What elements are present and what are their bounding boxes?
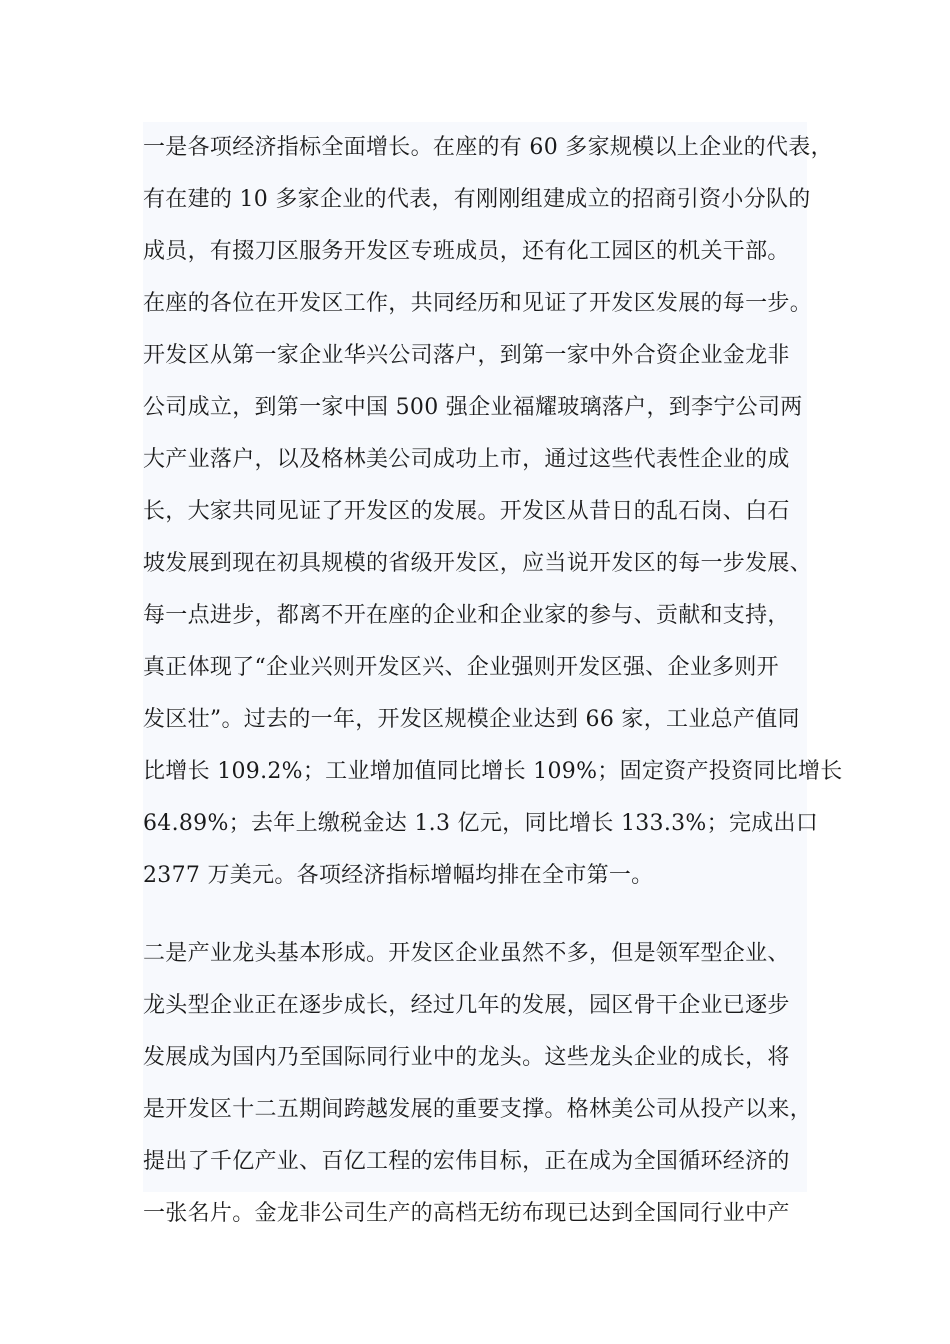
paragraph-economic-indicators	[143, 122, 843, 902]
text-line: 开发区从第一家企业华兴公司落户，到第一家中外合资企业金龙非	[143, 343, 790, 368]
text-line: 公司成立，到第一家中国 500 强企业福耀玻璃落户，到李宁公司两	[143, 395, 803, 420]
text-line: 64.89%；去年上缴税金达 1.3 亿元，同比增长 133.3%；完成出口	[143, 811, 819, 836]
text-line: 大产业落户，以及格林美公司成功上市，通过这些代表性企业的成	[143, 447, 790, 472]
paragraph-industry-leaders	[143, 928, 813, 1240]
text-line: 龙头型企业正在逐步成长，经过几年的发展，园区骨干企业已逐步	[143, 993, 790, 1018]
text-line: 发区壮”。过去的一年，开发区规模企业达到 66 家，工业总产值同	[143, 707, 800, 732]
paragraph-spacer	[143, 902, 807, 928]
text-line: 比增长 109.2%；工业增加值同比增长 109%；固定资产投资同比增长	[143, 759, 843, 784]
text-line: 发展成为国内乃至国际同行业中的龙头。这些龙头企业的成长，将	[143, 1045, 790, 1070]
text-line: 有在建的 10 多家企业的代表，有刚刚组建成立的招商引资小分队的	[143, 187, 811, 212]
text-line: 一是各项经济指标全面增长。在座的有 60 多家规模以上企业的代表，	[143, 135, 833, 160]
text-line: 在座的各位在开发区工作，共同经历和见证了开发区发展的每一步。	[143, 291, 813, 316]
text-line: 坡发展到现在初具规模的省级开发区，应当说开发区的每一步发展、	[143, 551, 813, 576]
text-line: 真正体现了“企业兴则开发区兴、企业强则开发区强、企业多则开	[143, 655, 779, 680]
text-line: 长，大家共同见证了开发区的发展。开发区从昔日的乱石岗、白石	[143, 499, 790, 524]
text-line: 成员，有掇刀区服务开发区专班成员，还有化工园区的机关干部。	[143, 239, 790, 264]
text-line: 每一点进步，都离不开在座的企业和企业家的参与、贡献和支持，	[143, 603, 790, 628]
text-line: 提出了千亿产业、百亿工程的宏伟目标，正在成为全国循环经济的	[143, 1149, 790, 1174]
text-line: 是开发区十二五期间跨越发展的重要支撑。格林美公司从投产以来，	[143, 1097, 813, 1122]
text-line: 2377 万美元。各项经济指标增幅均排在全市第一。	[143, 863, 654, 888]
text-block	[143, 122, 843, 1226]
text-line: 一张名片。金龙非公司生产的高档无纺布现已达到全国同行业中产	[143, 1201, 790, 1226]
text-line: 二是产业龙头基本形成。开发区企业虽然不多，但是领军型企业、	[143, 941, 790, 966]
